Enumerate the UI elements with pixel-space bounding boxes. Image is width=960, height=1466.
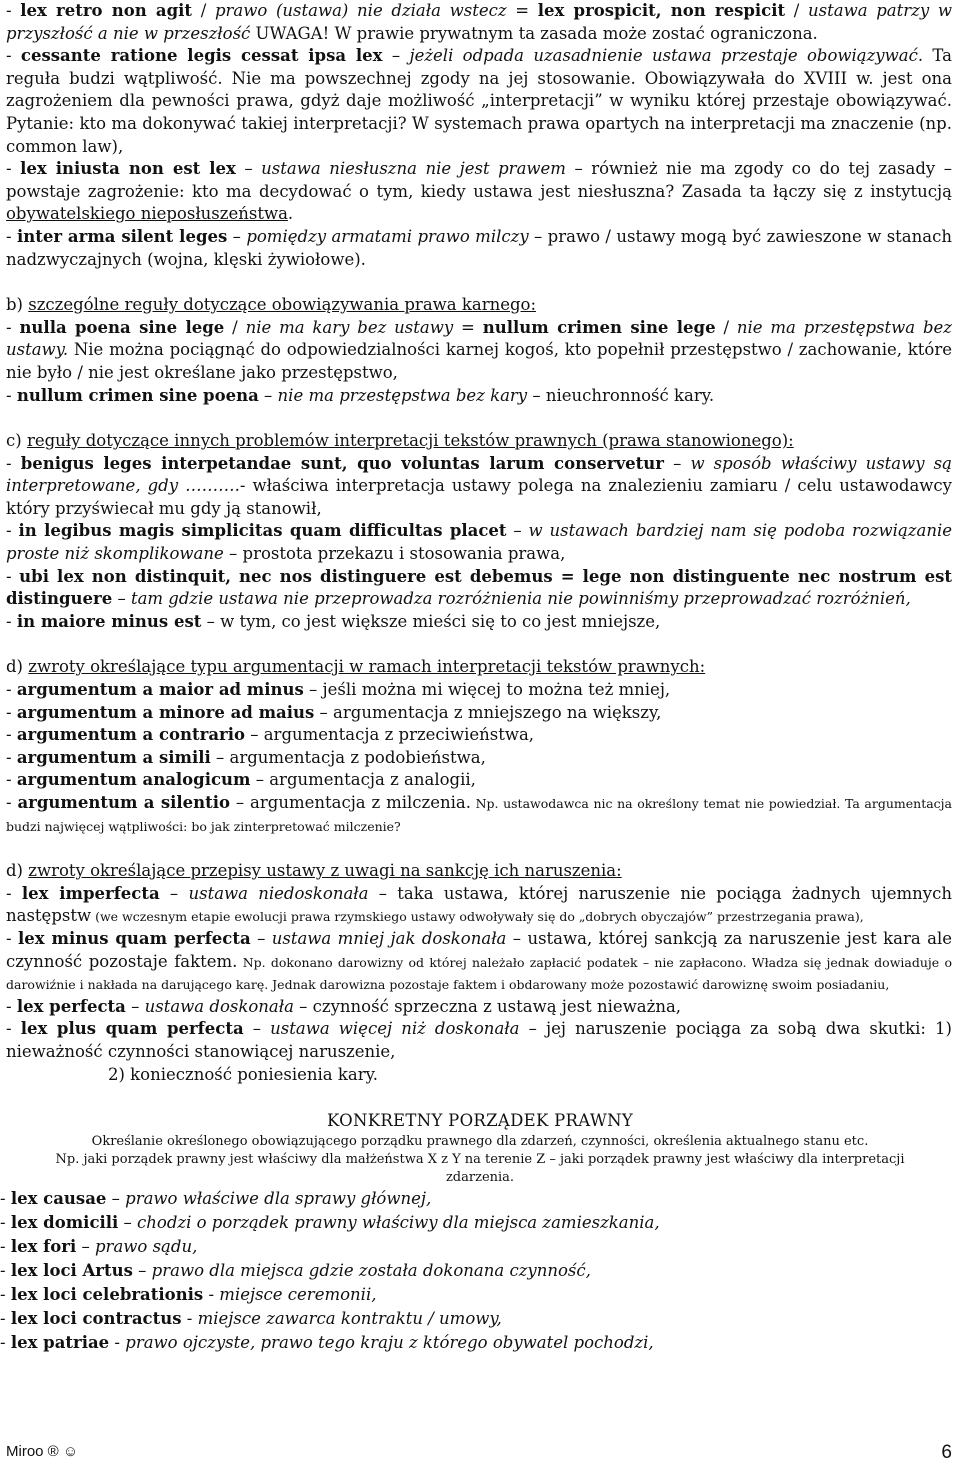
latin-maxim: ubi lex non distinquit, nec nos distinguere est debemus = lege non distinguente nec nostrum est distinguere	[6, 566, 952, 609]
explanation: Nie można pociągnąć do odpowiedzialności karnej kogoś, kto popełnił przestępstwo / zachowanie, które nie było / nie jest określane jako przestępstwo,	[6, 340, 952, 382]
translation: ustawa patrzy w przyszłość a nie w przeszłość	[6, 1, 952, 43]
explanation: – argumentacja z analogii,	[250, 770, 476, 790]
bullet: -	[6, 226, 17, 246]
latin-term: lex imperfecta	[21, 883, 160, 903]
separator: =	[453, 317, 483, 337]
sanction-lex-imperfecta: - lex imperfecta – ustawa niedoskonała – taka ustawa, której naruszenie nie pociąga żadnych ujemnych następstw (we wczesnym etapie ewolucji prawa rzymskiego ustawy odwoływały się do „dobrych obyczajów” przestrzegania prawa),	[6, 883, 952, 926]
explanation: UWAGA! W prawie prywatnym ta zasada może zostać ograniczona.	[250, 23, 818, 43]
explanation: – jeśli można mi więcej to można też mniej,	[303, 680, 671, 700]
sanction-lex-perfecta: - lex perfecta – ustawa doskonała – czynność sprzeczna z ustawą jest nieważna,	[6, 996, 682, 1016]
latin-term: lex perfecta	[16, 996, 126, 1016]
explanation: – ustawa, której sankcją za naruszenie jest kara ale czynność pozostaje faktem.	[6, 928, 952, 971]
list-item: - lex causae – prawo właściwe dla sprawy głównej,	[0, 1189, 432, 1209]
note: (we wczesnym etapie ewolucji prawa rzymskiego ustawy odwoływały się do „dobrych obyczajów” przestrzegania prawa),	[91, 909, 864, 925]
separator: –	[106, 1189, 126, 1209]
section-title: szczególne reguły dotyczące obowiązywania prawa karnego:	[28, 295, 537, 315]
footer-author: Miroo ® ☺	[6, 1443, 79, 1460]
latin-term: argumentum a minore ad maius	[16, 702, 315, 722]
latin-term: lex causae	[10, 1189, 107, 1209]
latin-maxim: lex retro non agit	[20, 1, 193, 20]
explanation: – czynność sprzeczna z ustawą jest nieważna,	[293, 996, 682, 1016]
translation: nie ma kary bez ustawy	[245, 317, 454, 337]
rule-nulla-poena	[0, 317, 960, 385]
latin-term: lex loci celebrationis	[10, 1285, 204, 1305]
separator: /	[715, 317, 737, 337]
translation: pomiędzy armatami prawo milczy	[246, 226, 529, 246]
latin-maxim: nullum crimen sine lege	[482, 317, 716, 337]
explanation: – również nie ma zgody co do tej zasady – powstaje zagrożenie: kto ma decydować o tym, kiedy ustawa jest niesłuszna? Zasada ta łączy się z instytucją	[6, 159, 952, 201]
section-letter: c)	[6, 431, 27, 451]
rule-in-maiore: - in maiore minus est – w tym, co jest większe mieści się to co jest mniejsze,	[6, 611, 661, 631]
list-item: - lex fori – prawo sądu,	[0, 1237, 198, 1257]
latin-maxim: lex prospicit, non respicit	[537, 1, 786, 20]
explanation: 2) konieczność poniesienia kary.	[108, 1064, 378, 1084]
bullet: -	[6, 1, 21, 20]
rule-lex-iniusta	[0, 158, 960, 226]
explanation: – nieuchronność kary.	[527, 385, 715, 405]
translation: w ustawach bardziej nam się podoba rozwiązanie proste niż skomplikowane	[6, 521, 952, 564]
list-item: - lex patriae - prawo ojczyste, prawo tego kraju z którego obywatel pochodzi,	[0, 1333, 654, 1353]
explanation: – jej naruszenie pociąga za sobą dwa skutki: 1) nieważność czynności stanowiącej naruszenie,	[6, 1019, 952, 1061]
latin-maxim: inter arma silent leges	[16, 226, 228, 246]
explanation: – prawo / ustawy mogą być zawieszone w stanach nadzwyczajnych (wojna, klęski żywiołowe).	[6, 226, 952, 269]
rule-in-legibus: - in legibus magis simplicitas quam difficultas placet – w ustawach bardziej nam się podoba rozwiązanie proste niż skomplikowane – prostota przekazu i stosowania prawa,	[6, 521, 952, 564]
konkretny-example: Np. jaki porządek prawny jest właściwy dla małżeństwa X z Y na terenie Z – jaki porządek prawny jest właściwy dla interpretacji zdarzenia.	[55, 1152, 905, 1186]
latin-term: lex patriae	[10, 1333, 110, 1353]
bullet: -	[6, 317, 20, 337]
section-letter: d)	[6, 657, 29, 677]
separator: -	[203, 1285, 220, 1305]
translation: prawo właściwe dla sprawy głównej,	[125, 1189, 432, 1209]
rule-benigus-leges: - benigus leges interpetandae sunt, quo voluntas larum conservetur – w sposób właściwy ustawy są interpretowane, gdy ……….- właściwa interpretacja ustawy polega na znalezieniu zamiaru / celu ustawodawcy który przyświecał mu gdy ją stanowił,	[6, 453, 952, 518]
separator: /	[192, 1, 215, 20]
explanation: – taka ustawa, której naruszenie nie pociąga żadnych ujemnych następstw	[6, 883, 952, 926]
explanation: – argumentacja z milczenia.	[230, 793, 471, 812]
translation: ustawa niedoskonała	[188, 883, 369, 903]
translation: ustawa doskonała	[144, 996, 294, 1016]
translation: chodzi o porządek prawny właściwy dla miejsca zamieszkania,	[137, 1213, 660, 1233]
latin-term: lex loci Artus	[10, 1261, 133, 1281]
translation: miejsce zawarca kontraktu / umowy,	[197, 1309, 502, 1329]
list-item: - lex loci Artus – prawo dla miejsca gdzie została dokonana czynność,	[0, 1261, 591, 1281]
latin-term: lex minus quam perfecta	[17, 928, 251, 948]
separator: =	[506, 1, 538, 20]
latin-term: lex loci contractus	[10, 1309, 182, 1329]
separator: –	[258, 385, 278, 405]
argument-item: - argumentum a minore ad maius – argumentacja z mniejszego na większy,	[6, 702, 662, 722]
bullet: -	[6, 385, 17, 405]
note: Np. dokonano darowizny od której należało zapłacić podatek – nie zapłacono. Władza się jednak dowiaduje o darowiźnie i nakłada na darującego karę. Jednak darowizna pozostaje faktem i obdarowany może pozostawić darowiznę swoim posiadaniu,	[6, 954, 952, 993]
latin-term: argumentum a silentio	[17, 793, 231, 812]
explanation: – argumentacja z przeciwieństwa,	[244, 725, 535, 745]
section-letter: b)	[6, 295, 29, 315]
separator: –	[76, 1237, 95, 1257]
separator: –	[227, 226, 247, 246]
section-title: zwroty określające przepisy ustawy z uwagi na sankcję ich naruszenia:	[28, 861, 622, 881]
translation: nie ma przestępstwa bez kary	[277, 385, 528, 405]
separator: –	[118, 1213, 138, 1233]
sanction-lex-plus-quam-perfecta: - lex plus quam perfecta – ustawa więcej niż doskonała – jej naruszenie pociąga za sobą dwa skutki: 1) nieważność czynności stanowiącej naruszenie,	[6, 1019, 952, 1061]
translation: tam gdzie ustawa nie przeprowadza rozróżnienia nie powinniśmy przeprowadzać rozróżnień,	[130, 589, 911, 609]
section-d-arguments-heading	[0, 656, 960, 679]
sanction-effect-2	[0, 1064, 960, 1087]
latin-maxim: in legibus magis simplicitas quam difficultas placet	[18, 521, 507, 541]
translation: w sposób właściwy ustawy są interpretowane, gdy ……….	[6, 453, 952, 496]
latin-term: argumentum a maior ad minus	[16, 680, 304, 700]
explanation: – argumentacja z mniejszego na większy,	[314, 702, 662, 722]
argument-item: - argumentum analogicum – argumentacja z analogii,	[6, 770, 476, 790]
page-number: 6	[941, 1442, 952, 1463]
list-item: - lex loci contractus - miejsce zawarca kontraktu / umowy,	[0, 1309, 502, 1329]
translation: nie ma przestępstwa bez ustawy.	[6, 317, 952, 360]
latin-term: argumentum a contrario	[16, 725, 245, 745]
latin-term: argumentum a simili	[16, 747, 211, 767]
explanation: – w tym, co jest większe mieści się to co jest mniejsze,	[201, 611, 661, 631]
translation: prawo (ustawa) nie działa wstecz	[214, 1, 507, 20]
argument-item: - argumentum a maior ad minus – jeśli można mi więcej to można też mniej,	[6, 680, 671, 700]
translation: miejsce ceremonii,	[219, 1285, 377, 1305]
latin-maxim: benigus leges interpetandae sunt, quo voluntas larum conservetur	[20, 453, 664, 473]
argument-item: - argumentum a contrario – argumentacja z przeciwieństwa,	[6, 725, 535, 745]
latin-maxim: cessante ratione legis cessat ipsa lex	[20, 46, 383, 66]
latin-maxim: nullum crimen sine poena	[16, 385, 259, 405]
translation: ustawa więcej niż doskonała	[270, 1019, 520, 1039]
separator: –	[132, 1261, 152, 1281]
list-item: - lex loci celebrationis - miejsce ceremonii,	[0, 1285, 377, 1305]
explanation: – prostota przekazu i stosowania prawa,	[223, 544, 566, 564]
latin-maxim: in maiore minus est	[16, 611, 202, 631]
punctuation: .	[287, 204, 294, 224]
section-c-heading	[0, 430, 960, 453]
section-title: reguły dotyczące innych problemów interpretacji tekstów prawnych (prawa stanowionego):	[26, 431, 794, 451]
note: Np. ustawodawca nic na określony temat nie powiedział. Ta argumentacja budzi najwięcej wątpliwości: bo jak zinterpretować milczenie?	[6, 796, 952, 834]
translation: prawo ojczyste, prawo tego kraju z którego obywatel pochodzi,	[125, 1333, 654, 1353]
bullet: -	[6, 46, 21, 66]
latin-term: lex fori	[10, 1237, 77, 1257]
rule-nullum-crimen	[0, 385, 960, 408]
latin-maxim: lex iniusta non est lex	[20, 159, 236, 179]
section-b-heading	[0, 294, 960, 317]
translation: ustawa mniej jak doskonała	[271, 928, 507, 948]
latin-term: argumentum analogicum	[16, 770, 251, 790]
separator: /	[224, 317, 246, 337]
argument-item: - argumentum a simili – argumentacja z podobieństwa,	[6, 747, 486, 767]
bullet: -	[6, 159, 21, 179]
translation: ustawa niesłuszna nie jest prawem	[261, 159, 566, 179]
section-letter: d)	[6, 861, 29, 881]
translation: prawo sądu,	[95, 1237, 198, 1257]
separator: -	[181, 1309, 198, 1329]
rule-lex-retro	[0, 0, 960, 45]
konkretny-definition: Określanie określonego obowiązującego porządku prawnego dla zdarzeń, czynności, określenia aktualnego stanu etc.	[91, 1134, 869, 1150]
separator: /	[785, 1, 809, 20]
latin-maxim: nulla poena sine lege	[19, 317, 225, 337]
rule-inter-arma	[0, 226, 960, 271]
translation: jeżeli odpada uzasadnienie ustawa przestaje obowiązywać.	[409, 46, 924, 66]
konkretny-title: KONKRETNY PORZĄDEK PRAWNY	[326, 1111, 634, 1131]
explanation: Ta reguła budzi wątpliwość. Nie ma powszechnej zgody na jej stosowanie. Obowiązywała do XVIII w. jest ona zagrożeniem dla pewności prawa, gdyż daje możliwość „interpretacji” w wyniku której przestaje obowiązywać. Pytanie: kto ma dokonywać takiej interpretacji? W systemach prawa opartych na interpretacji ma znaczenie (np. common law),	[6, 46, 952, 156]
sanction-lex-minus-quam-perfecta: - lex minus quam perfecta – ustawa mniej jak doskonała – ustawa, której sankcją za naruszenie jest kara ale czynność pozostaje faktem. Np. dokonano darowizny od której należało zapłacić podatek – nie zapłacono. Władza się jednak dowiaduje o darowiźnie i nakłada na darującego karę. Jednak darowizna pozostaje faktem i obdarowany może pozostawić darowiznę swoim posiadaniu,	[6, 928, 952, 993]
latin-term: lex domicili	[10, 1213, 119, 1233]
latin-term: lex plus quam perfecta	[20, 1019, 244, 1039]
rule-cessante-ratione	[0, 45, 960, 158]
translation: prawo dla miejsca gdzie została dokonana czynność,	[151, 1261, 591, 1281]
explanation: – argumentacja z podobieństwa,	[210, 747, 486, 767]
list-item: - lex domicili – chodzi o porządek prawny właściwy dla miejsca zamieszkania,	[0, 1213, 660, 1233]
separator: –	[382, 46, 410, 66]
separator: –	[235, 159, 262, 179]
section-title: zwroty określające typu argumentacji w ramach interpretacji tekstów prawnych:	[28, 657, 706, 677]
underlined-term: obywatelskiego nieposłuszeństwa	[6, 204, 288, 224]
argument-item-silentio: - argumentum a silentio – argumentacja z milczenia. Np. ustawodawca nic na określony temat nie powiedział. Ta argumentacja budzi najwięcej wątpliwości: bo jak zinterpretować milczenie?	[6, 793, 952, 834]
rule-ubi-lex: - ubi lex non distinquit, nec nos distinguere est debemus = lege non distinguente nec nostrum est distinguere – tam gdzie ustawa nie przeprowadza rozróżnienia nie powinniśmy przeprowadzać rozróżnień,	[6, 566, 952, 609]
explanation: - właściwa interpretacja ustawy polega na znalezieniu zamiaru / celu ustawodawcy który przyświecał mu gdy ją stanowił,	[6, 476, 952, 518]
section-d-sanctions-heading	[0, 860, 960, 883]
separator: -	[109, 1333, 126, 1353]
